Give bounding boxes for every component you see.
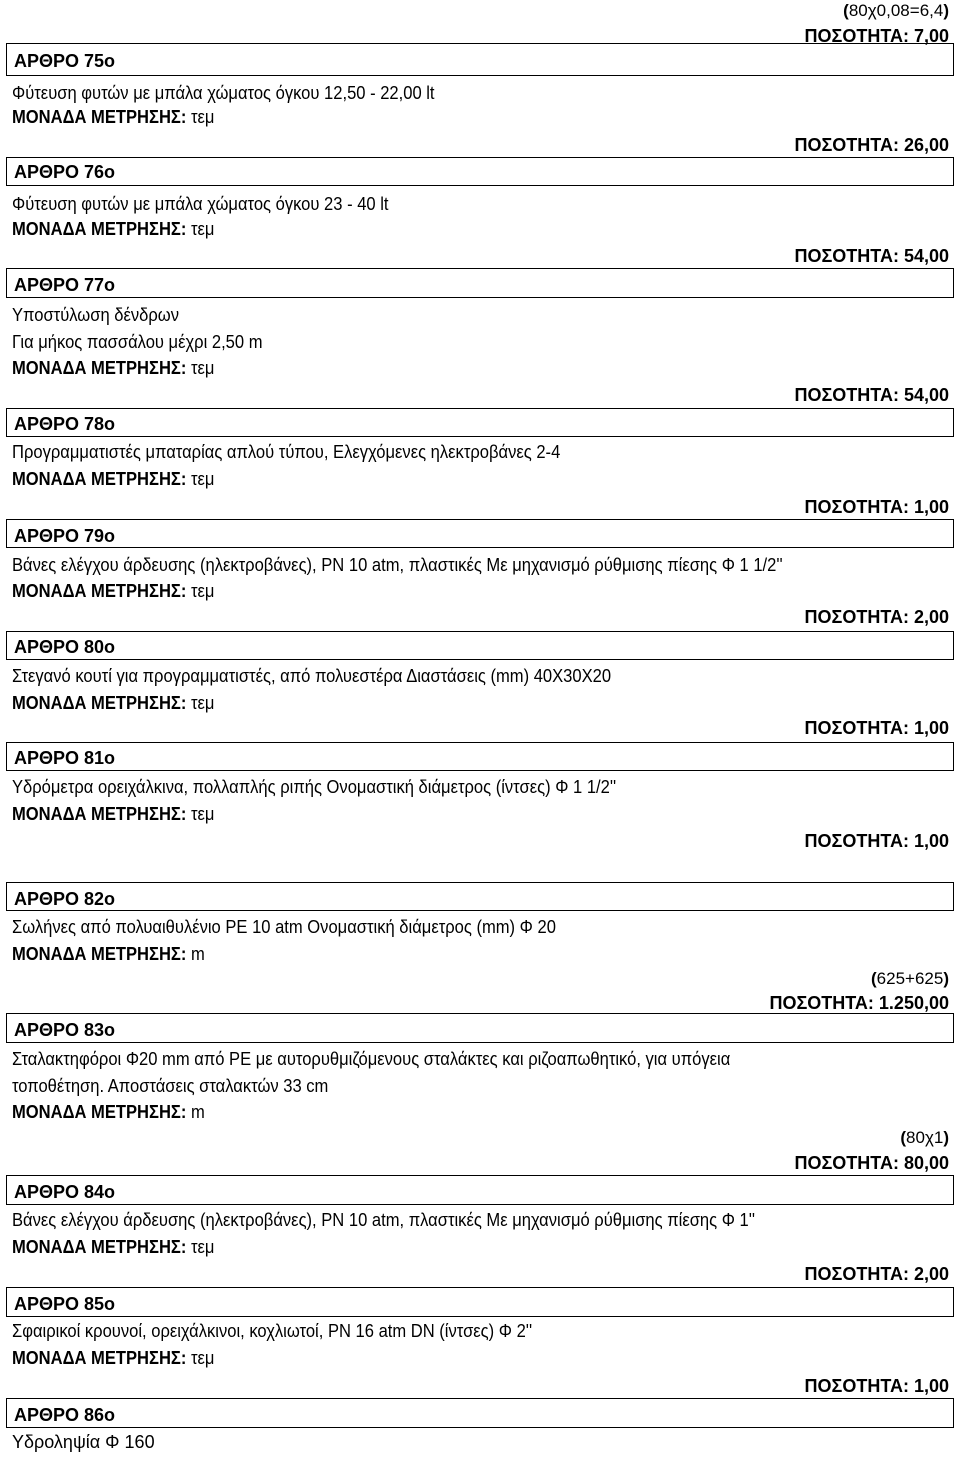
quantity-total: ΠΟΣΟΤΗΤΑ: 2,00 <box>804 1264 949 1284</box>
measurement-unit-label: ΜΟΝΑΔΑ ΜΕΤΡΗΣΗΣ: <box>12 944 187 964</box>
measurement-unit-label: ΜΟΝΑΔΑ ΜΕΤΡΗΣΗΣ: <box>12 693 187 713</box>
article-header-box <box>6 1398 954 1428</box>
article-title: ΑΡΘΡΟ 79ο <box>14 526 116 546</box>
measurement-unit-label: ΜΟΝΑΔΑ ΜΕΤΡΗΣΗΣ: <box>12 804 187 824</box>
calculation-text: 625+625 <box>876 969 944 988</box>
article-description: Βάνες ελέγχου άρδευσης (ηλεκτροβάνες), PN 10 atm, πλαστικές Με μηχανισμό ρύθμισης πίεσης Φ 1'' <box>12 1210 756 1230</box>
measurement-unit-label: ΜΟΝΑΔΑ ΜΕΤΡΗΣΗΣ: <box>12 107 187 127</box>
article-title: ΑΡΘΡΟ 81ο <box>14 748 116 768</box>
article-description: Υποστύλωση δένδρων <box>12 305 179 325</box>
measurement-unit-label: ΜΟΝΑΔΑ ΜΕΤΡΗΣΗΣ: <box>12 219 187 239</box>
measurement-unit-value: τεμ <box>190 693 215 713</box>
quantity-total: ΠΟΣΟΤΗΤΑ: 1,00 <box>804 718 949 738</box>
measurement-unit-value: τεμ <box>190 358 215 378</box>
article-title: ΑΡΘΡΟ 77ο <box>14 275 116 295</box>
measurement-unit <box>12 582 214 600</box>
measurement-unit <box>12 108 214 126</box>
article-title: ΑΡΘΡΟ 84ο <box>14 1182 116 1202</box>
quantity-total: ΠΟΣΟΤΗΤΑ: 1,00 <box>804 1376 949 1396</box>
measurement-unit-value: τεμ <box>190 1348 215 1368</box>
article-header-box <box>6 43 954 76</box>
quantity-total: ΠΟΣΟΤΗΤΑ: 1.250,00 <box>769 993 949 1013</box>
quantity-total: ΠΟΣΟΤΗΤΑ: 7,00 <box>804 26 949 46</box>
measurement-unit <box>12 945 205 963</box>
measurement-unit <box>12 1349 214 1367</box>
measurement-unit-label: ΜΟΝΑΔΑ ΜΕΤΡΗΣΗΣ: <box>12 1102 187 1122</box>
measurement-unit-value: τεμ <box>190 469 215 489</box>
article-header-box <box>6 1013 954 1043</box>
article-header-box <box>6 408 954 437</box>
article-description: Σωλήνες από πολυαιθυλένιο PE 10 atm Ονομαστική διάμετρος (mm) Φ 20 <box>12 917 556 937</box>
measurement-unit-label: ΜΟΝΑΔΑ ΜΕΤΡΗΣΗΣ: <box>12 1348 187 1368</box>
article-title: ΑΡΘΡΟ 85ο <box>14 1294 116 1314</box>
quantity-total: ΠΟΣΟΤΗΤΑ: 2,00 <box>804 607 949 627</box>
article-description: Στεγανό κουτί για προγραμματιστές, από πολυεστέρα Διαστάσεις (mm) 40Χ30Χ20 <box>12 666 612 686</box>
measurement-unit-value: m <box>190 944 205 964</box>
quantity-total: ΠΟΣΟΤΗΤΑ: 1,00 <box>804 831 949 851</box>
article-title: ΑΡΘΡΟ 82ο <box>14 889 116 909</box>
article-title: ΑΡΘΡΟ 83ο <box>14 1020 116 1040</box>
article-header-box <box>6 519 954 548</box>
article-header-box <box>6 268 954 298</box>
article-header-box <box>6 1175 954 1205</box>
measurement-unit <box>12 694 214 712</box>
measurement-unit-value: m <box>190 1102 205 1122</box>
article-description: Προγραμματιστές μπαταρίας απλού τύπου, Ελεγχόμενες ηλεκτροβάνες 2-4 <box>12 442 561 462</box>
article-description: Σταλακτηφόροι Φ20 mm από PE με αυτορυθμιζόμενους σταλάκτες και ριζοαπωθητικό, για υπόγεια <box>12 1049 731 1069</box>
article-description: Υδρόμετρα ορειχάλκινα, πολλαπλής ριπής Ονομαστική διάμετρος (ίντσες) Φ 1 1/2'' <box>12 777 617 797</box>
measurement-unit-label: ΜΟΝΑΔΑ ΜΕΤΡΗΣΗΣ: <box>12 358 187 378</box>
article-header-box <box>6 882 954 911</box>
article-description: Σφαιρικοί κρουνοί, ορειχάλκινοι, κοχλιωτοί, PN 16 atm DN (ίντσες) Φ 2'' <box>12 1321 533 1341</box>
measurement-unit-value: τεμ <box>190 1237 215 1257</box>
article-description: Για μήκος πασσάλου μέχρι 2,50 m <box>12 332 263 352</box>
article-description: τοποθέτηση. Αποστάσεις σταλακτών 33 cm <box>12 1076 329 1096</box>
measurement-unit-label: ΜΟΝΑΔΑ ΜΕΤΡΗΣΗΣ: <box>12 469 187 489</box>
article-title: ΑΡΘΡΟ 78ο <box>14 414 116 434</box>
article-title: ΑΡΘΡΟ 76ο <box>14 162 116 182</box>
measurement-unit-label: ΜΟΝΑΔΑ ΜΕΤΡΗΣΗΣ: <box>12 581 187 601</box>
article-title: ΑΡΘΡΟ 86ο <box>14 1405 116 1425</box>
article-header-box <box>6 157 954 186</box>
quantity-total: ΠΟΣΟΤΗΤΑ: 54,00 <box>794 385 949 405</box>
measurement-unit-value: τεμ <box>190 107 215 127</box>
calculation-text: 80χ0,08=6,4 <box>848 1 944 20</box>
measurement-unit-value: τεμ <box>190 219 215 239</box>
quantity-total: ΠΟΣΟΤΗΤΑ: 54,00 <box>794 246 949 266</box>
measurement-unit <box>12 805 214 823</box>
article-header-box <box>6 631 954 660</box>
article-title: ΑΡΘΡΟ 75ο <box>14 51 116 71</box>
calculation-note: (80χ0,08=6,4) <box>843 1 949 20</box>
measurement-unit-label: ΜΟΝΑΔΑ ΜΕΤΡΗΣΗΣ: <box>12 1237 187 1257</box>
article-description: Φύτευση φυτών με μπάλα χώματος όγκου 23 - 40 lt <box>12 194 389 214</box>
article-description: Βάνες ελέγχου άρδευσης (ηλεκτροβάνες), PN 10 atm, πλαστικές Με μηχανισμό ρύθμισης πίεσης Φ 1 1/2'' <box>12 555 783 575</box>
measurement-unit-value: τεμ <box>190 581 215 601</box>
article-description: Φύτευση φυτών με μπάλα χώματος όγκου 12,50 - 22,00 lt <box>12 83 435 103</box>
calculation-note: (80χ1) <box>900 1128 949 1147</box>
measurement-unit <box>12 220 214 238</box>
measurement-unit <box>12 359 214 377</box>
article-header-box <box>6 742 954 771</box>
article-header-box <box>6 1287 954 1317</box>
quantity-total: ΠΟΣΟΤΗΤΑ: 26,00 <box>794 135 949 155</box>
quantity-total: ΠΟΣΟΤΗΤΑ: 80,00 <box>794 1153 949 1173</box>
calculation-note: (625+625) <box>871 969 949 988</box>
article-description: Υδροληψία Φ 160 <box>12 1432 155 1452</box>
measurement-unit-value: τεμ <box>190 804 215 824</box>
calculation-text: 80χ1 <box>906 1128 944 1147</box>
measurement-unit <box>12 1238 214 1256</box>
quantity-total: ΠΟΣΟΤΗΤΑ: 1,00 <box>804 497 949 517</box>
measurement-unit <box>12 470 214 488</box>
measurement-unit <box>12 1103 205 1121</box>
article-title: ΑΡΘΡΟ 80ο <box>14 637 116 657</box>
